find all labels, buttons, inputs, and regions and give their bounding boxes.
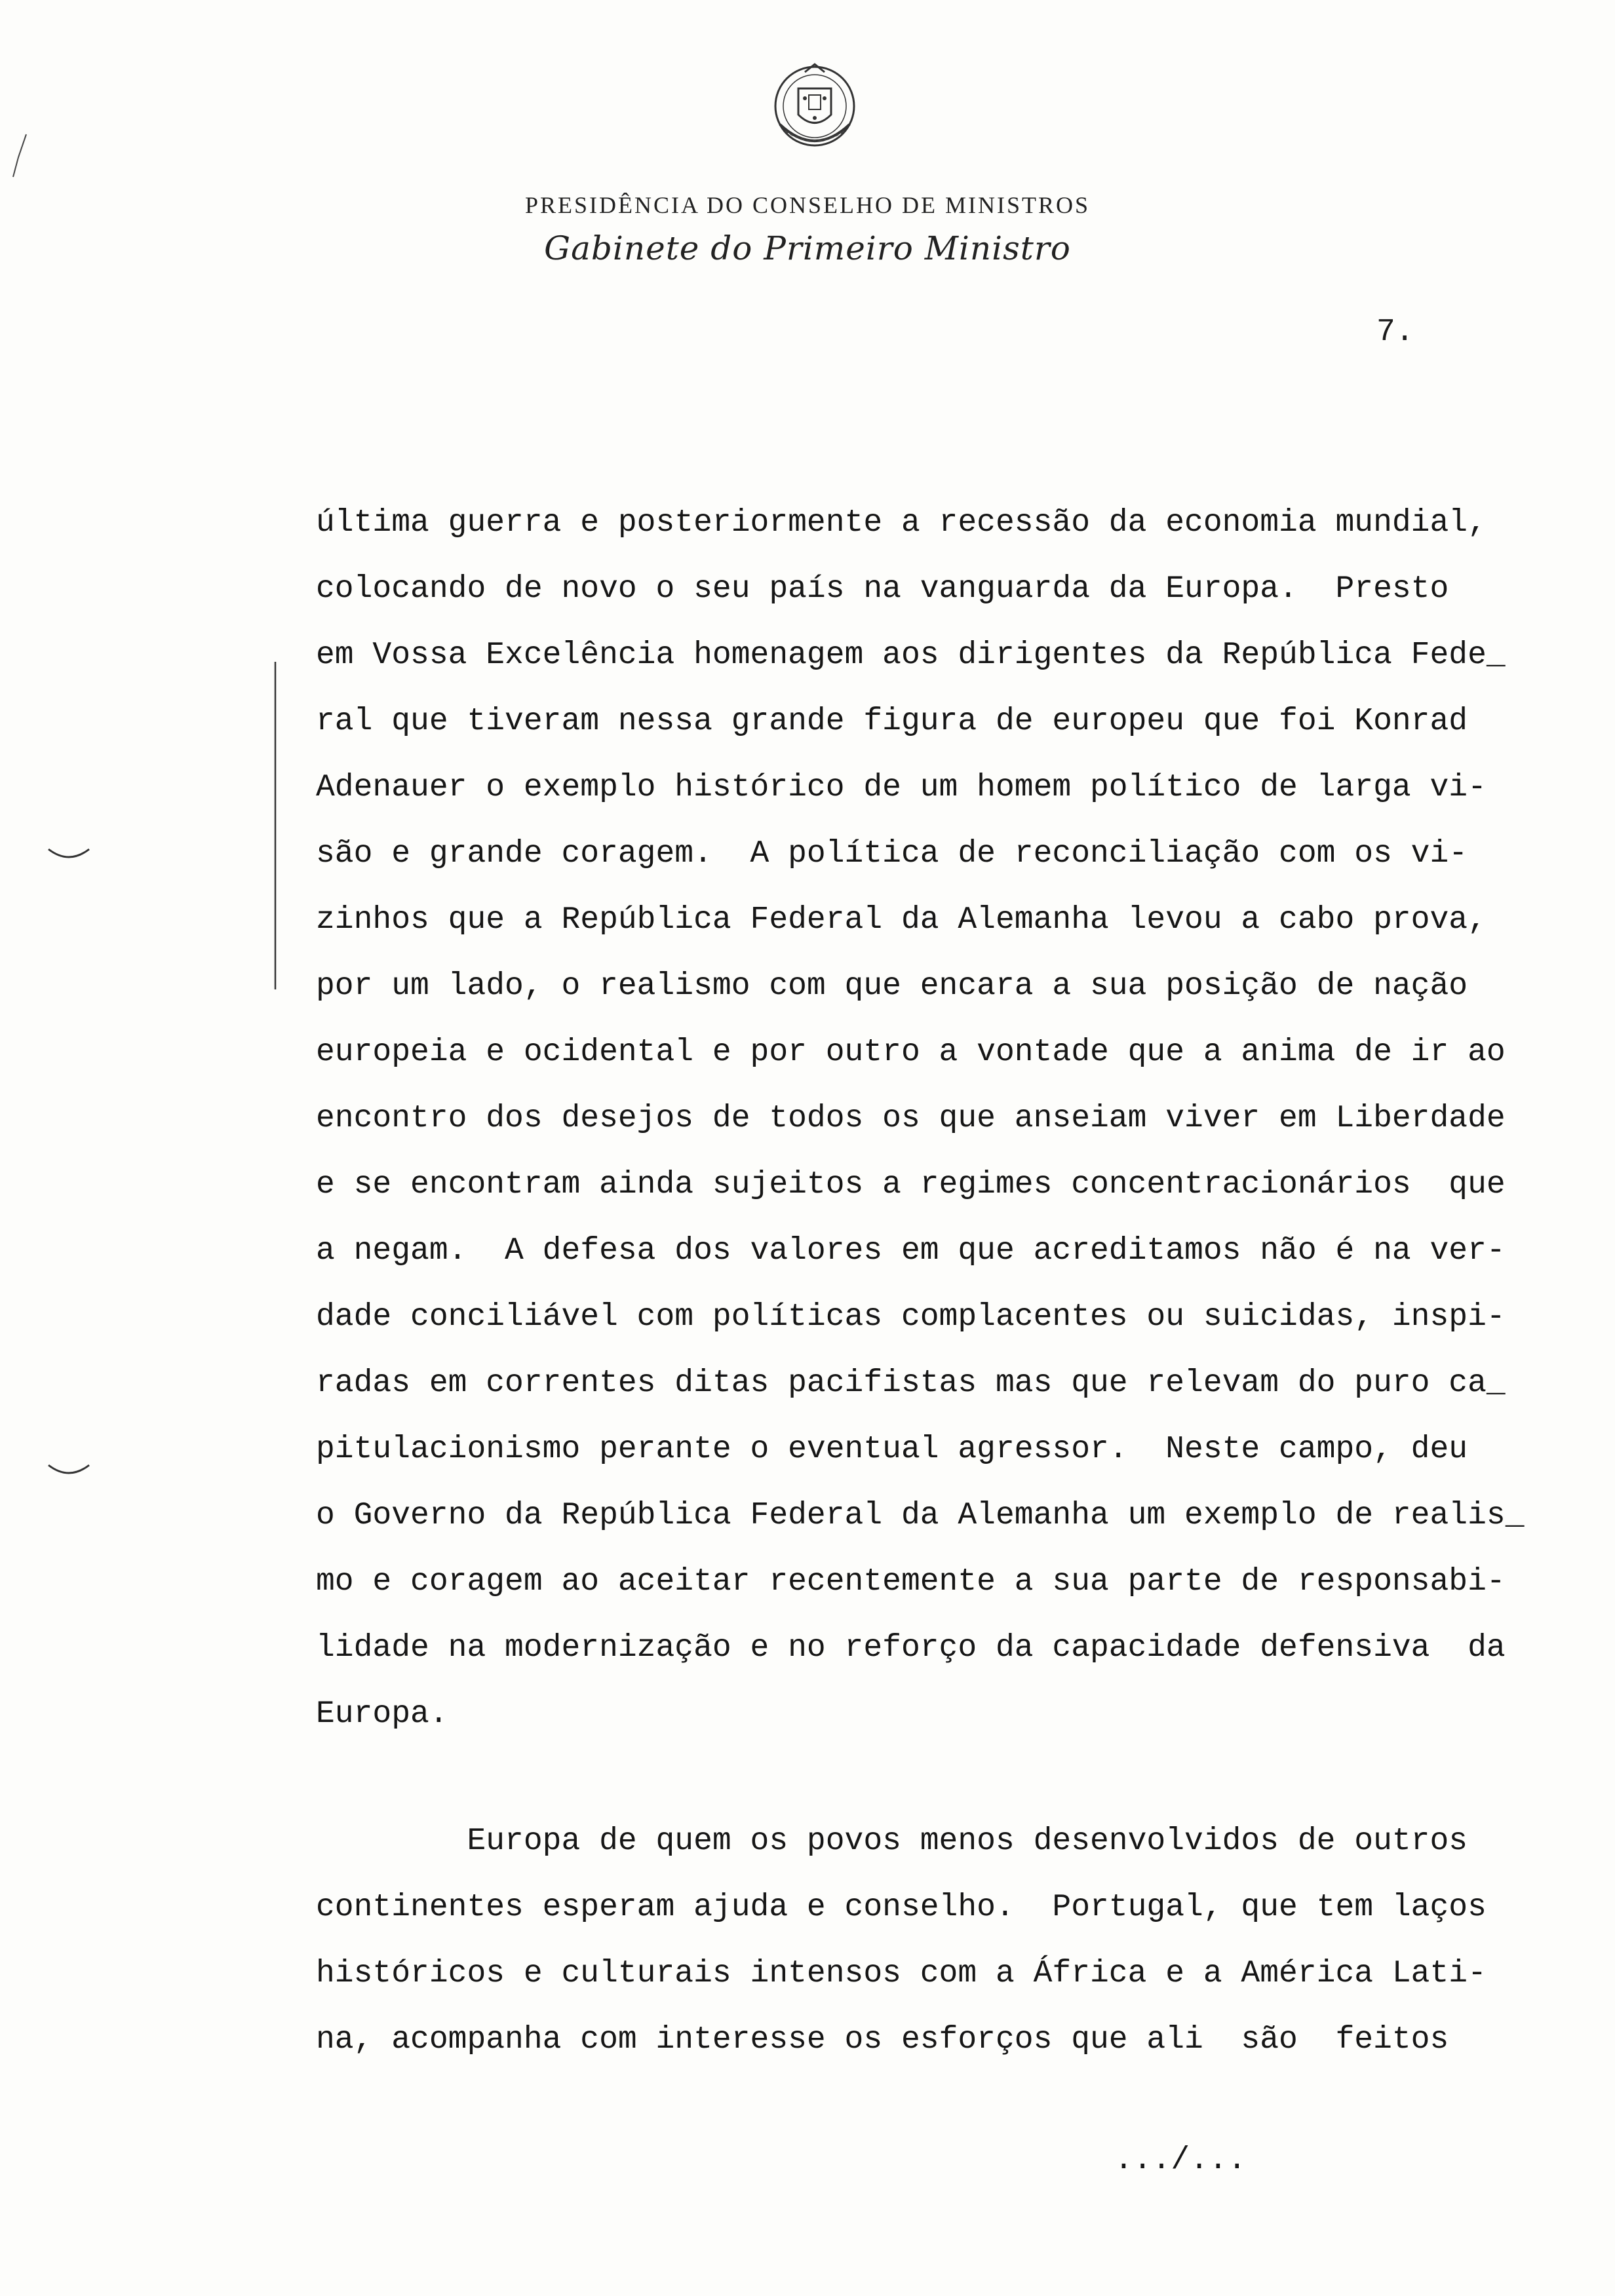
text-line: Europa de quem os povos menos desenvolvidos de outros	[316, 1824, 1468, 1859]
page-number: 7.	[1376, 315, 1414, 350]
text-line: encontro dos desejos de todos os que anseiam viver em Liberdade	[316, 1101, 1506, 1136]
continuation-mark: .../...	[1114, 2143, 1247, 2178]
text-line: são e grande coragem. A política de reconciliação com os vi-	[316, 836, 1468, 871]
paragraph-2	[316, 1808, 1574, 2073]
text-line: na, acompanha com interesse os esforços que ali são feitos	[316, 2022, 1449, 2057]
text-line: pitulacionismo perante o eventual agressor. Neste campo, deu	[316, 1432, 1468, 1467]
paragraph-1	[316, 490, 1574, 1748]
text-line: em Vossa Excelência homenagem aos dirigentes da República Fede_	[316, 638, 1506, 673]
text-line: e se encontram ainda sujeitos a regimes concentracionários que	[316, 1167, 1506, 1202]
text-line: Europa.	[316, 1696, 448, 1732]
header-title: PRESIDÊNCIA DO CONSELHO DE MINISTROS	[524, 192, 1091, 218]
text-line: última guerra e posteriormente a recessão da economia mundial,	[316, 505, 1487, 541]
coat-of-arms-icon	[766, 59, 864, 164]
text-line: Adenauer o exemplo histórico de um homem político de larga vi-	[316, 770, 1487, 805]
text-line: colocando de novo o seu país na vanguarda da Europa. Presto	[316, 571, 1449, 607]
text-line: continentes esperam ajuda e conselho. Portugal, que tem laços	[316, 1890, 1487, 1925]
header-subtitle: Gabinete do Primeiro Ministro	[544, 229, 1071, 267]
text-line: mo e coragem ao aceitar recentemente a sua parte de responsabi-	[316, 1564, 1506, 1599]
text-line: o Governo da República Federal da Alemanha um exemplo de realis_	[316, 1498, 1525, 1533]
punch-hole-mark-top	[46, 845, 92, 865]
punch-hole-mark-bottom	[46, 1461, 92, 1481]
text-line: zinhos que a República Federal da Alemanha levou a cabo prova,	[316, 902, 1487, 938]
margin-line-mark	[269, 662, 282, 1003]
text-line: a negam. A defesa dos valores em que acreditamos não é na ver-	[316, 1233, 1506, 1269]
text-line: lidade na modernização e no reforço da capacidade defensiva da	[316, 1630, 1506, 1666]
text-line: dade conciliável com políticas complacentes ou suicidas, inspi-	[316, 1299, 1506, 1335]
text-line: históricos e culturais intensos com a África e a América Lati-	[316, 1956, 1487, 1991]
text-line: ral que tiveram nessa grande figura de europeu que foi Konrad	[316, 704, 1468, 739]
text-line: por um lado, o realismo com que encara a sua posição de nação	[316, 968, 1468, 1004]
text-line: radas em correntes ditas pacifistas mas que relevam do puro ca_	[316, 1366, 1506, 1401]
text-line: europeia e ocidental e por outro a vontade que a anima de ir ao	[316, 1035, 1506, 1070]
corner-scribble-mark	[7, 131, 33, 183]
